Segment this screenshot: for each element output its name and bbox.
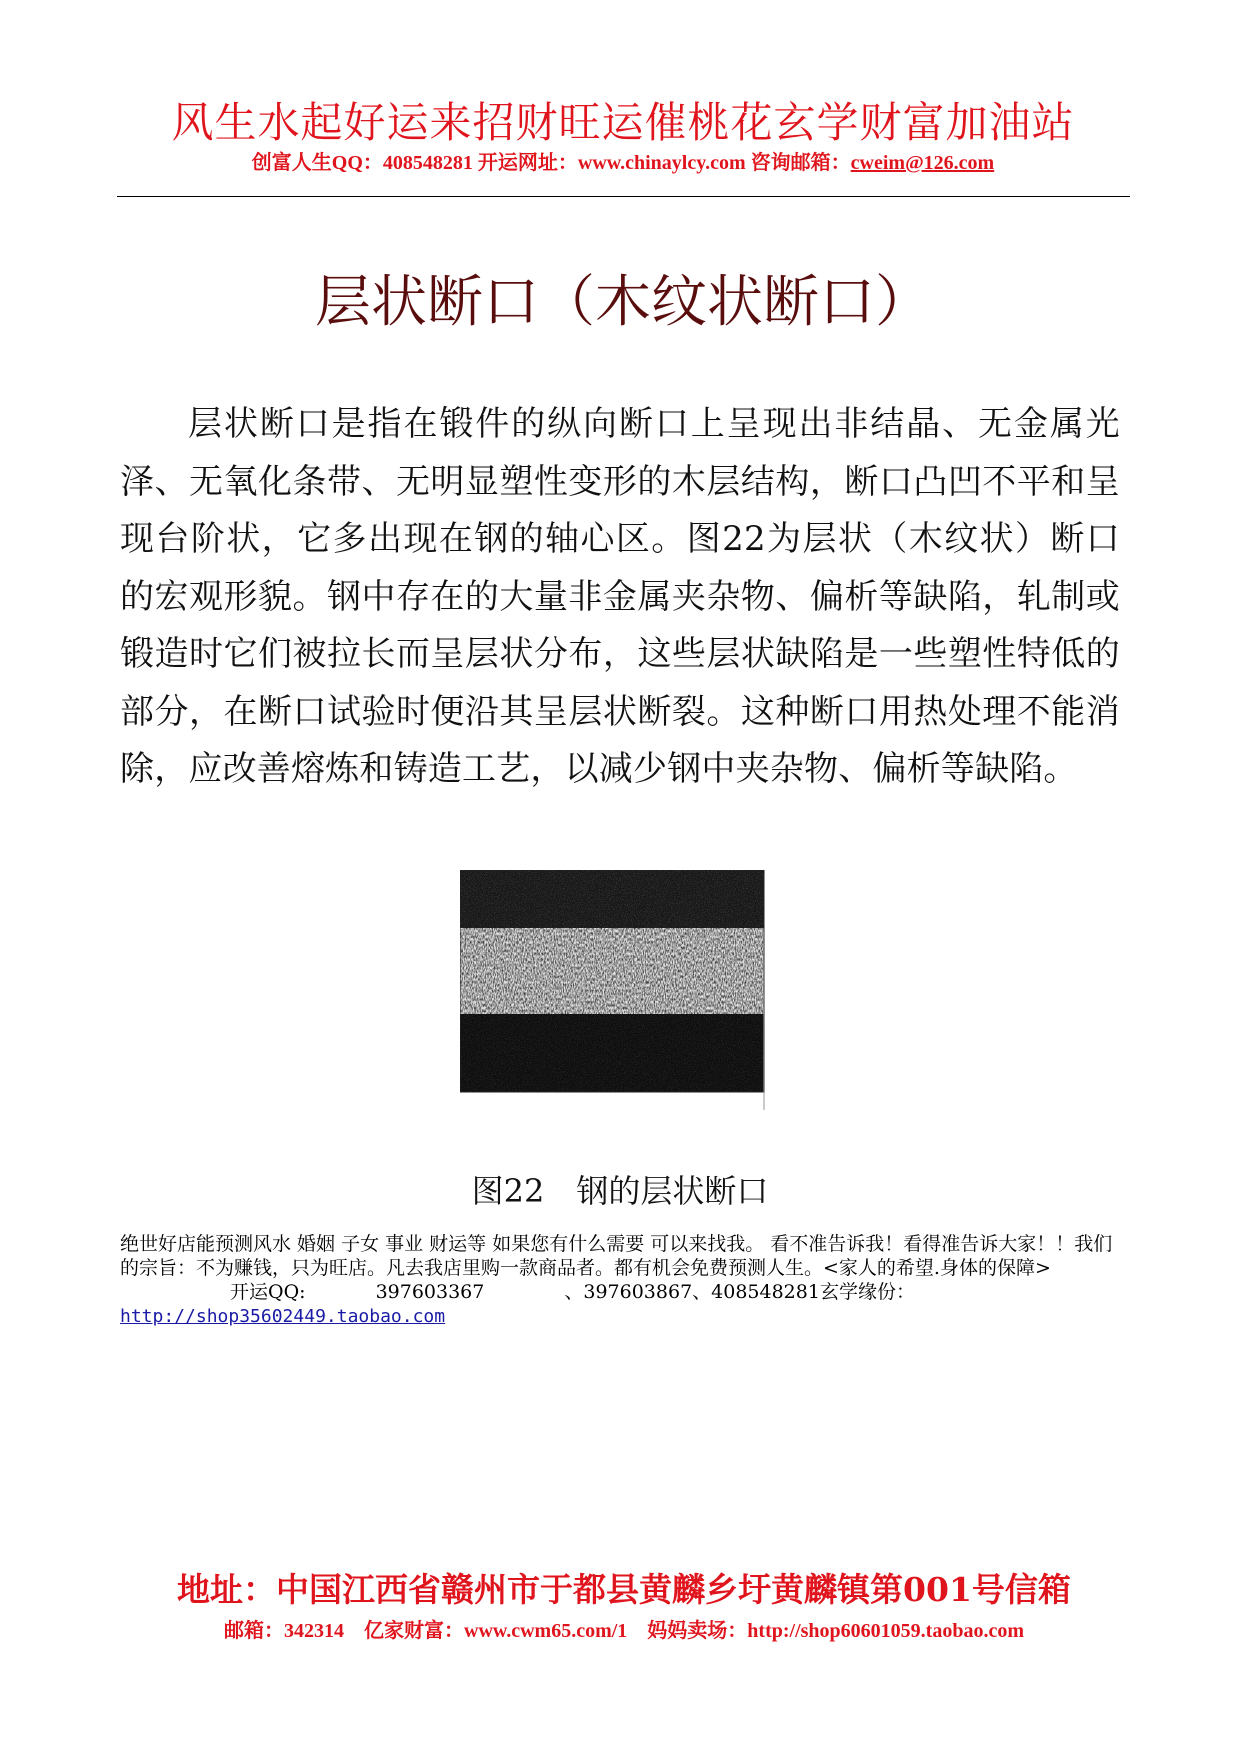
advert-text: 绝世好店能预测风水 婚姻 子女 事业 财运等 如果您有什么需要 可以来找我。 看不准告诉我！看得准告诉大家！！我们的宗旨：不为赚钱，只为旺店。凡去我店里购一款商品者。都有机会免费预测人生。<家人的希望.身体的保障> xyxy=(120,1233,1113,1279)
figure-caption: 图22 钢的层状断口 xyxy=(471,1172,769,1210)
footer-address: 地址：中国江西省赣州市于都县黄麟乡圩黄麟镇第001号信箱 xyxy=(177,1570,1071,1609)
advert-block xyxy=(120,1232,1130,1329)
email-link[interactable]: cweim@126.com xyxy=(850,152,995,174)
site-contact-line xyxy=(118,146,1128,175)
document-title: 层状断口（木纹状断口） xyxy=(315,270,931,335)
header-divider xyxy=(117,196,1130,197)
contact-text: 创富人生QQ：408548281 开运网址：www.chinaylcy.com 咨询邮箱： xyxy=(251,152,851,174)
fracture-photo xyxy=(460,870,790,1120)
body-paragraph: 层状断口是指在锻件的纵向断口上呈现出非结晶、无金属光泽、无氧化条带、无明显塑性变形的木层结构，断口凸凹不平和呈现台阶状，它多出现在钢的轴心区。图22为层状（木纹状）断口的宏观形貌。钢中存在的大量非金属夹杂物、偏析等缺陷，轧制或锻造时它们被拉长而呈层状分布，这些层状缺陷是一些塑性特低的部分，在断口试验时便沿其呈层状断裂。这种断口用热处理不能消除，应改善熔炼和铸造工艺，以减少钢中夹杂物、偏析等缺陷。 xyxy=(120,404,1120,789)
advert-qq-number: 397603367 xyxy=(375,1281,485,1303)
advert-qq-label: 开运QQ: xyxy=(230,1281,306,1303)
advert-qq-others: 、397603867、408548281玄学缘份： xyxy=(564,1281,915,1303)
shop-link[interactable]: http://shop35602449.taobao.com xyxy=(120,1306,446,1327)
site-banner-title: 风生水起好运来招财旺运催桃花玄学财富加油站 xyxy=(171,98,1075,147)
footer-contacts: 邮箱：342314 亿家财富：www.cwm65.com/1 妈妈卖场：http://shop60601059.taobao.com xyxy=(224,1620,1024,1642)
